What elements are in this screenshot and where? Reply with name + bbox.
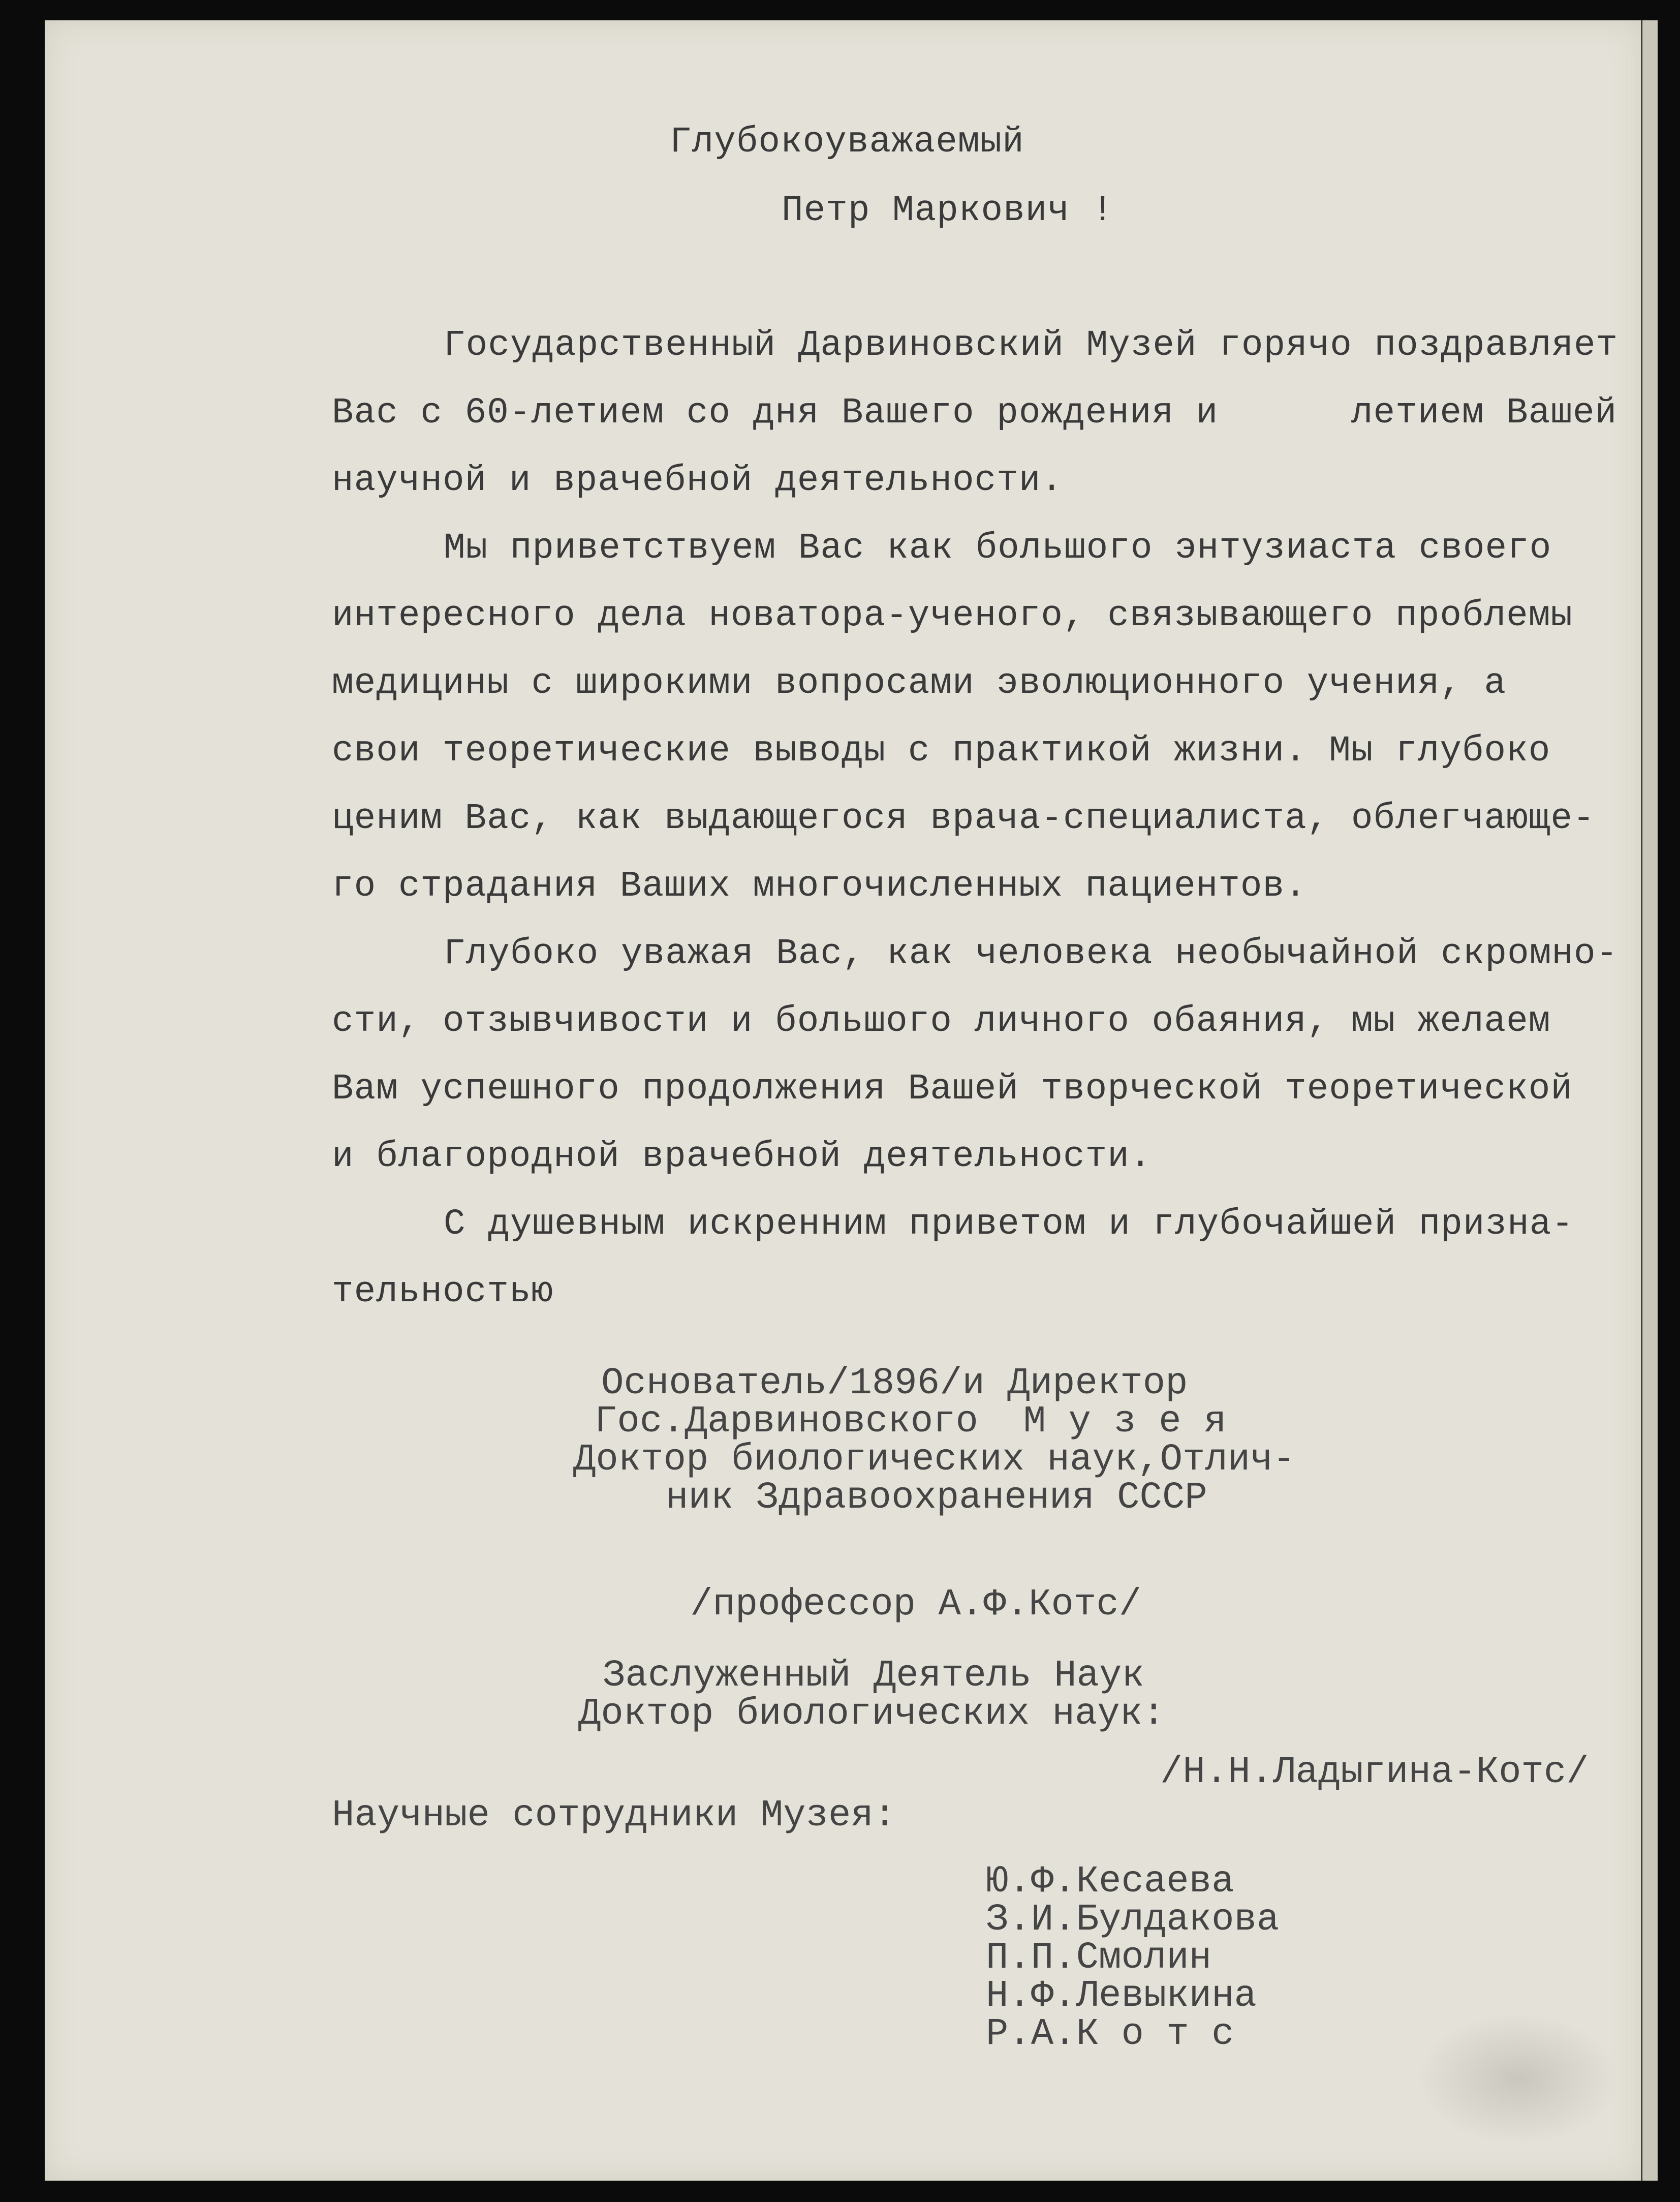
staff-name: Ю.Ф.Кесаева: [986, 1860, 1234, 1903]
signatory-1-title-line: Доктор биологических наук,Отлич-: [573, 1439, 1296, 1481]
staff-label: Научные сотрудники Музея:: [332, 1794, 896, 1837]
body-line: Вас с 60-летием со дня Вашего рождения и летием Вашей: [332, 393, 1617, 434]
signatory-2-title-line: Доктор биологических наук:: [578, 1693, 1165, 1735]
signatory-2-name: /Н.Н.Ладыгина-Котс/: [1160, 1751, 1589, 1794]
signatory-1-name: /профессор А.Ф.Котс/: [690, 1583, 1142, 1626]
body-line: интересного дела новатора-ученого, связывающего проблемы: [332, 596, 1573, 636]
body-line: медицины с широкими вопросами эволюционного учения, а: [332, 663, 1507, 704]
staff-name: П.П.Смолин: [986, 1937, 1212, 1979]
body-line: ценим Вас, как выдающегося врача-специалиста, облегчающе-: [332, 799, 1595, 839]
staff-name: Н.Ф.Левыкина: [986, 1975, 1257, 2017]
signatory-1-title-line: ник Здравоохранения СССР: [666, 1477, 1207, 1519]
body-line: Государственный Дарвиновский Музей горячо поздравляет: [444, 325, 1619, 366]
stamp-smudge: [1417, 2013, 1620, 2145]
body-line: Мы приветствуем Вас как большого энтузиаста своего: [444, 528, 1552, 569]
salutation-line-2: Петр Маркович !: [782, 191, 1114, 231]
body-line: Вам успешного продолжения Вашей творческой теоретической: [332, 1069, 1573, 1110]
body-line: научной и врачебной деятельности.: [332, 461, 1064, 501]
letter-page: [45, 20, 1641, 2181]
body-line: сти, отзывчивости и большого личного обаяния, мы желаем: [332, 1001, 1551, 1042]
body-line: тельностью: [332, 1272, 554, 1312]
staff-name: З.И.Булдакова: [986, 1899, 1280, 1941]
paper-right-edge: [1642, 20, 1658, 2181]
salutation-line-1: Глубокоуважаемый: [670, 122, 1024, 163]
body-line: и благородной врачебной деятельности.: [332, 1137, 1152, 1177]
signatory-1-title-line: Основатель/1896/и Директор: [601, 1362, 1188, 1405]
body-line: свои теоретические выводы с практикой жизни. Мы глубоко: [332, 731, 1551, 772]
body-line: Глубоко уважая Вас, как человека необычайной скромно-: [444, 934, 1619, 974]
body-line: го страдания Ваших многочисленных пациентов.: [332, 866, 1307, 907]
staff-name: Р.А.К о т с: [986, 2013, 1234, 2056]
signatory-1-title-line: Гос.Дарвиновского М у з е я: [595, 1400, 1227, 1443]
body-line: С душевным искренним приветом и глубочайшей призна-: [444, 1204, 1574, 1245]
signatory-2-title-line: Заслуженный Деятель Наук: [603, 1655, 1144, 1697]
